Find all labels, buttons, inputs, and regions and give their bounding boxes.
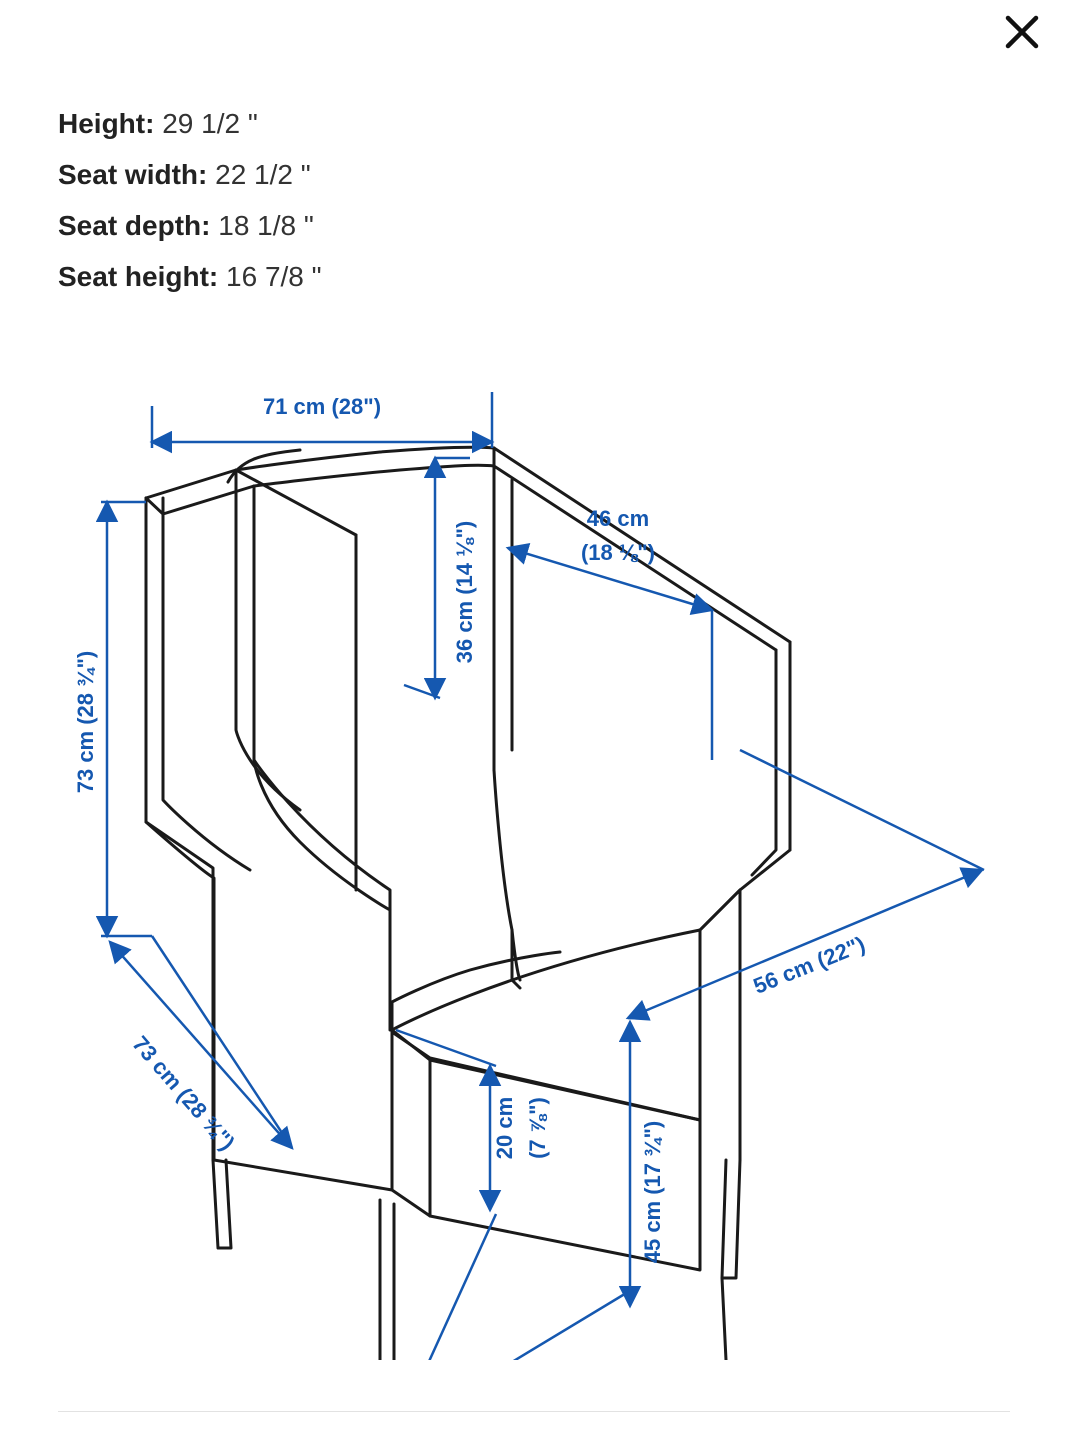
dimension-label-seat-depth-line2: (18 ⅛") xyxy=(580,540,656,565)
footer-divider xyxy=(58,1411,1010,1412)
dimension-label-leg-height-line2: (7 ⅞") xyxy=(525,1097,550,1159)
dimension-label-seat-height: 45 cm (17 ¾") xyxy=(640,1120,665,1264)
dimension-label-seat-width-right: 56 cm (22") xyxy=(749,931,869,999)
spec-row-seat-height xyxy=(58,251,858,302)
dimension-label-depth-diagonal-left: 73 cm (28 ¾") xyxy=(127,1031,240,1156)
close-icon xyxy=(998,8,1046,56)
spec-row-height xyxy=(58,98,858,149)
spec-label: Seat height: xyxy=(58,261,219,292)
spec-label: Height: xyxy=(58,108,155,139)
spec-row-seat-width xyxy=(58,149,858,200)
spec-label: Seat depth: xyxy=(58,210,211,241)
armchair-dimension-diagram xyxy=(0,330,1068,1360)
dimension-lines xyxy=(101,392,984,1360)
spec-value: 22 1/2 " xyxy=(215,159,311,190)
specification-list xyxy=(58,98,858,302)
dimension-label-leg-height-line1: 20 cm xyxy=(492,1096,517,1160)
spec-value: 29 1/2 " xyxy=(162,108,258,139)
dimension-label-seat-depth-line1: 46 cm xyxy=(586,506,650,531)
close-button[interactable] xyxy=(998,8,1046,56)
dimension-label-back-height-inner: 36 cm (14 ⅛") xyxy=(452,520,477,664)
spec-value: 18 1/8 " xyxy=(218,210,314,241)
dimension-label-width-top: 71 cm (28") xyxy=(262,394,382,419)
spec-row-seat-depth xyxy=(58,200,858,251)
dimension-label-height-back: 73 cm (28 ¾") xyxy=(73,650,98,794)
spec-value: 16 7/8 " xyxy=(226,261,322,292)
spec-label: Seat width: xyxy=(58,159,208,190)
